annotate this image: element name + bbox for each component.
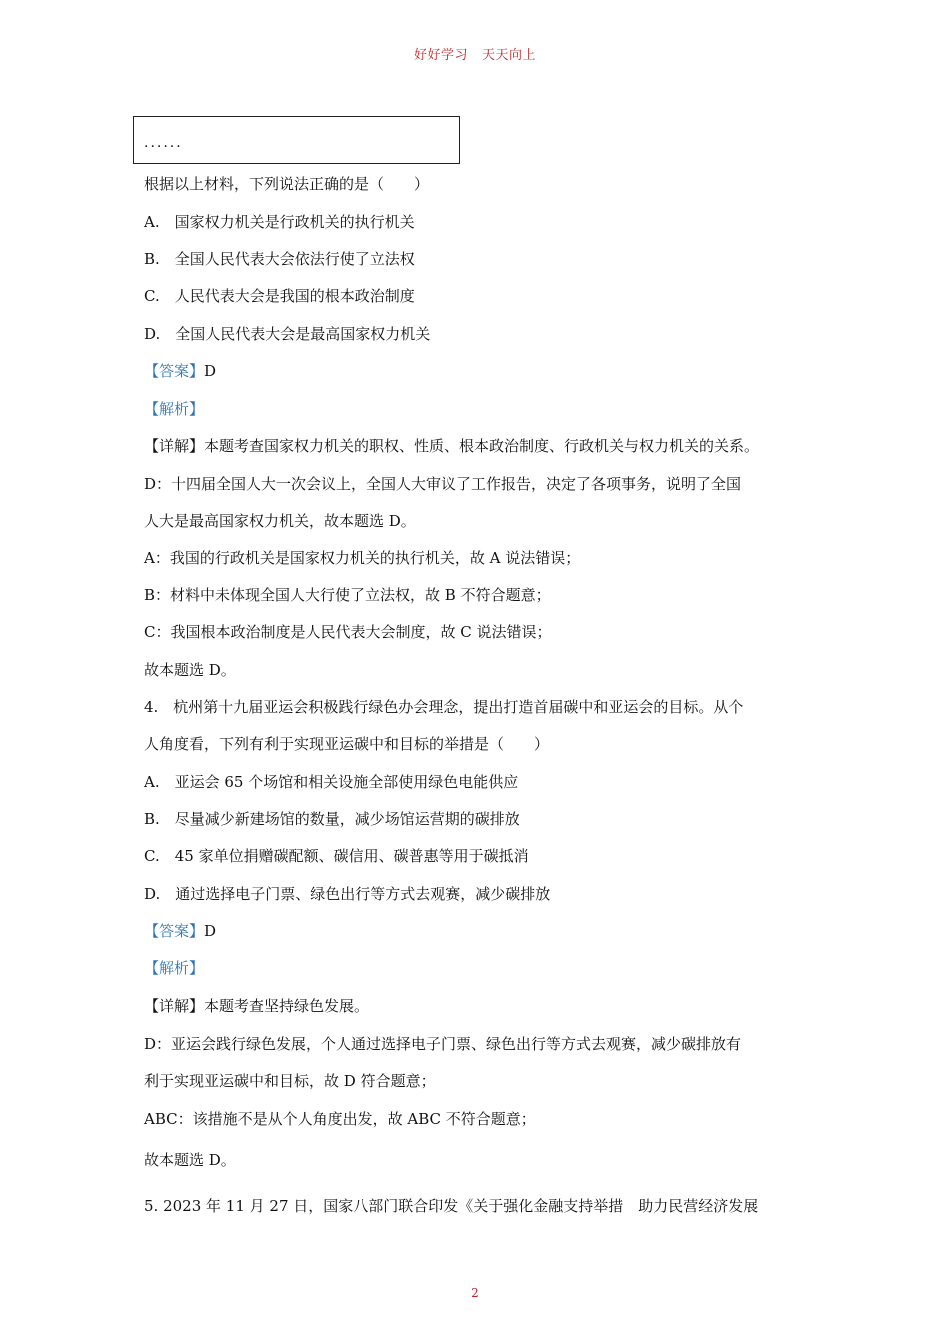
q3-option-a: A. 国家权力机关是行政机关的执行机关 bbox=[144, 213, 415, 231]
q3-line-5: C：我国根本政治制度是人民代表大会制度，故 C 说法错误； bbox=[144, 623, 552, 641]
q3-answer-value: D bbox=[204, 362, 217, 380]
q4-answer bbox=[144, 921, 216, 941]
q4-line-3: ABC：该措施不是从个人角度出发，故 ABC 不符合题意； bbox=[144, 1110, 536, 1128]
q3-line-6: 故本题选 D。 bbox=[144, 661, 236, 679]
q3-line-2: 人大是最高国家权力机关，故本题选 D。 bbox=[144, 512, 416, 530]
q3-answer bbox=[144, 361, 216, 381]
header-left-text: 好好学习 bbox=[413, 48, 468, 63]
q3-option-c: C. 人民代表大会是我国的根本政治制度 bbox=[144, 287, 415, 305]
q3-answer-label: 【答案】 bbox=[144, 362, 205, 380]
q3-analysis-label: 【解析】 bbox=[144, 400, 205, 418]
q3-line-1: D：十四届全国人大一次会议上，全国人大审议了工作报告，决定了各项事务，说明了全国 bbox=[144, 475, 742, 493]
q5-stem-line-1: 5. 2023 年 11 月 27 日，国家八部门联合印发《关于强化金融支持举措 助力民营经济发展 bbox=[144, 1197, 759, 1215]
q3-option-d: D. 全国人民代表大会是最高国家权力机关 bbox=[144, 325, 431, 343]
q4-option-d: D. 通过选择电子门票、绿色出行等方式去观赛，减少碳排放 bbox=[144, 885, 551, 903]
q4-line-4: 故本题选 D。 bbox=[144, 1151, 236, 1169]
q4-stem-line-2: 人角度看，下列有利于实现亚运碳中和目标的举措是（ ） bbox=[144, 735, 550, 753]
q4-detail-text: 本题考查坚持绿色发展。 bbox=[204, 997, 370, 1015]
q4-answer-label: 【答案】 bbox=[144, 922, 205, 940]
q4-stem-line-1: 4. 杭州第十九届亚运会积极践行绿色办会理念，提出打造首届碳中和亚运会的目标。从个 bbox=[144, 698, 744, 716]
material-box bbox=[133, 116, 460, 164]
header-right-text: 天天向上 bbox=[482, 48, 537, 63]
q3-line-3: A：我国的行政机关是国家权力机关的执行机关，故 A 说法错误； bbox=[144, 549, 581, 567]
q4-option-b: B. 尽量减少新建场馆的数量，减少场馆运营期的碳排放 bbox=[144, 810, 520, 828]
q4-detail bbox=[144, 996, 369, 1016]
page-number: 2 bbox=[471, 1286, 479, 1300]
q4-answer-value: D bbox=[204, 922, 217, 940]
q3-detail-text: 本题考查国家权力机关的职权、性质、根本政治制度、行政机关与权力机关的关系。 bbox=[204, 437, 760, 455]
page-header bbox=[0, 44, 950, 63]
q3-detail bbox=[144, 436, 759, 456]
q4-option-a: A. 亚运会 65 个场馆和相关设施全部使用绿色电能供应 bbox=[144, 773, 519, 791]
q3-detail-label: 【详解】 bbox=[144, 437, 205, 455]
q4-option-c: C. 45 家单位捐赠碳配额、碳信用、碳普惠等用于碳抵消 bbox=[144, 847, 529, 865]
q3-line-4: B：材料中未体现全国人大行使了立法权，故 B 不符合题意； bbox=[144, 586, 551, 604]
q3-stem: 根据以上材料，下列说法正确的是（ ） bbox=[144, 175, 430, 193]
q4-line-1: D：亚运会践行绿色发展，个人通过选择电子门票、绿色出行等方式去观赛，减少碳排放有 bbox=[144, 1035, 742, 1053]
q4-detail-label: 【详解】 bbox=[144, 997, 205, 1015]
material-ellipsis: ...... bbox=[144, 135, 183, 151]
q4-line-2: 利于实现亚运碳中和目标，故 D 符合题意； bbox=[144, 1072, 436, 1090]
q4-analysis-label: 【解析】 bbox=[144, 959, 205, 977]
q3-option-b: B. 全国人民代表大会依法行使了立法权 bbox=[144, 250, 415, 268]
